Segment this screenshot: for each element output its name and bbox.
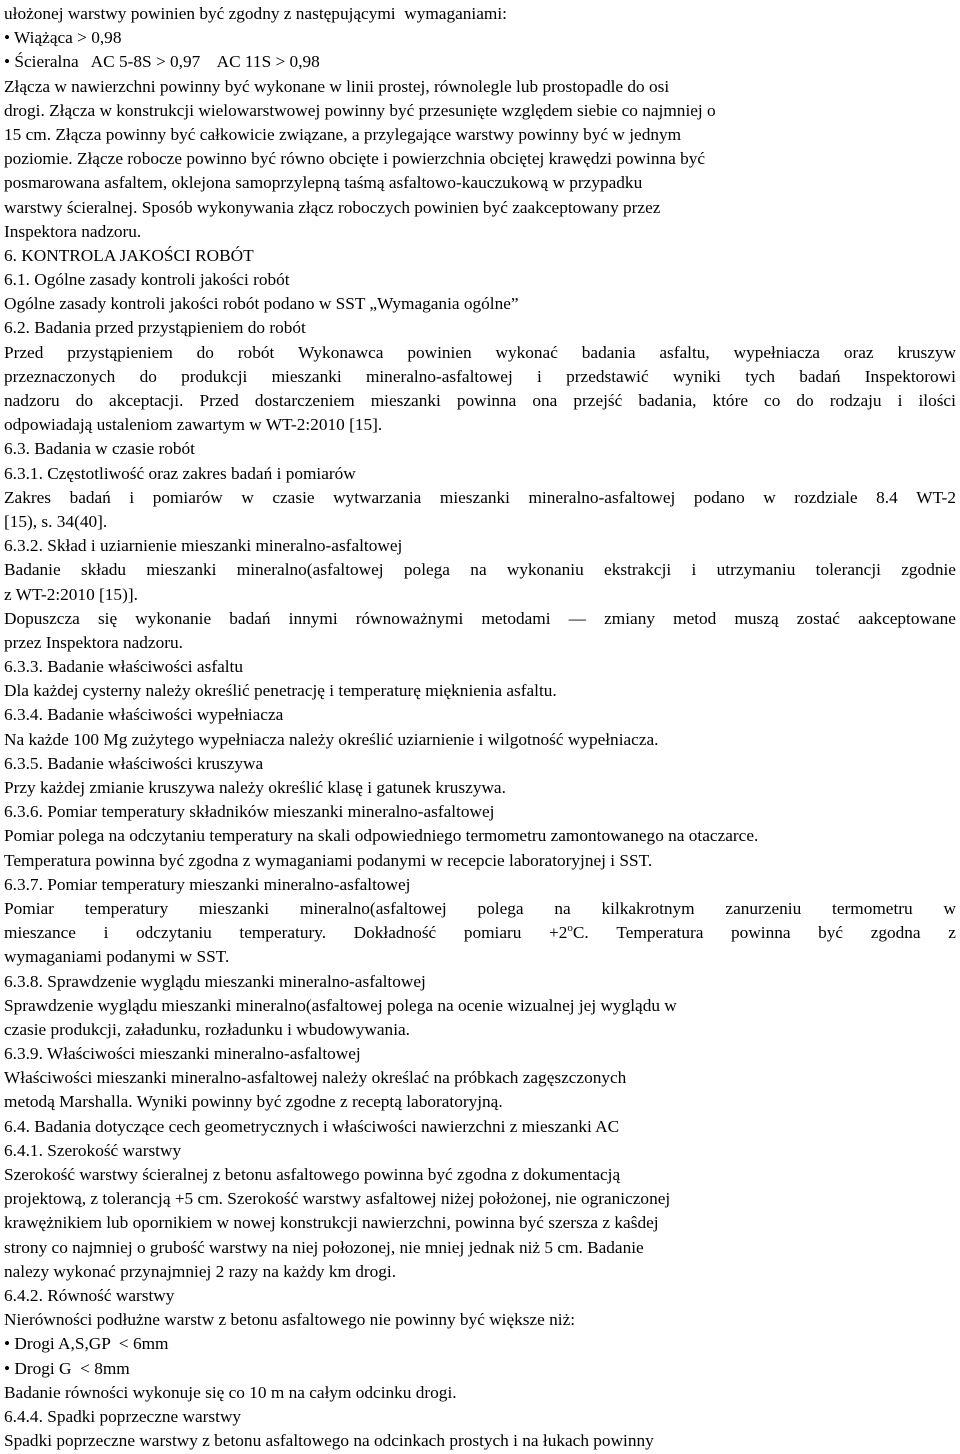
word: wytwarzania	[333, 487, 422, 507]
word: metod	[673, 608, 717, 628]
word: i	[691, 560, 697, 580]
text-line: 6.3.6. Pomiar temperatury składników mieszanki mineralno-asfaltowej	[4, 802, 495, 822]
text-line: 6.4.4. Spadki poprzeczne warstwy	[4, 1406, 242, 1426]
text-line: krawężnikiem lub opornikiem w nowej konstrukcji nawierzchni, powinna być szersza z kaŝdej	[4, 1213, 659, 1233]
word: co	[764, 391, 781, 410]
text-line: metodą Marshalla. Wyniki powinny być zgodne z receptą laboratoryjną.	[4, 1092, 503, 1112]
word: polega	[477, 898, 524, 918]
text-line: 6.3.3. Badanie właściwości asfaltu	[4, 657, 243, 677]
word: przedstawić	[566, 366, 649, 386]
text-line	[4, 607, 956, 631]
word: powinna	[456, 391, 517, 410]
word: w	[241, 487, 254, 507]
word: mineralno(asfaltowej	[299, 898, 447, 918]
word: do	[196, 342, 214, 362]
text-line: 6.3.9. Właściwości mieszanki mineralno-asfaltowej	[4, 1044, 361, 1064]
text-line: 6.3.5. Badanie właściwości kruszywa	[4, 753, 264, 773]
text-line: Sprawdzenie wyglądu mieszanki mineralno(asfaltowej polega na ocenie wizualnej jej wyglądu w	[4, 995, 677, 1015]
word: i	[129, 487, 135, 507]
word: termometru	[832, 898, 913, 918]
word: przystąpieniem	[67, 342, 173, 362]
word: na	[470, 560, 487, 580]
text-line	[4, 897, 956, 921]
word: badań	[69, 487, 111, 507]
word: Zakres	[4, 487, 52, 507]
text-line: • Drogi A,S,GP < 6mm	[4, 1334, 169, 1354]
word: zgodna	[870, 923, 921, 943]
word: akceptacji.	[109, 391, 184, 410]
word: odczytaniu	[135, 923, 212, 943]
text-line: • Wiążąca > 0,98	[4, 28, 122, 48]
word: kruszyw	[897, 342, 956, 362]
word: mieszance	[4, 923, 76, 943]
word: Badanie	[4, 560, 61, 580]
text-line: odpowiadają ustaleniom zawartym w WT-2:2010 [15].	[4, 415, 383, 435]
word: podano	[693, 487, 745, 507]
word: pomiarów	[152, 487, 223, 507]
word: być	[818, 923, 844, 943]
word: mieszanki	[439, 487, 510, 507]
word: Temperatura	[616, 923, 704, 943]
word: mineralno-asfaltowej	[365, 366, 513, 386]
text-line: Na każde 100 Mg zużytego wypełniacza należy określić uziarnienie i wilgotność wypełniacza.	[4, 729, 659, 749]
word: pomiaru	[463, 923, 522, 943]
word: mieszanki	[271, 366, 342, 386]
word: ona	[532, 391, 558, 410]
text-line: Badanie równości wykonuje się co 10 m na całym odcinku drogi.	[4, 1382, 457, 1402]
word: robót	[237, 342, 275, 362]
word: produkcji	[181, 366, 248, 386]
text-line: strony co najmniej o grubość warstwy na niej połozonej, nie mniej jednak niż 5 cm. Badanie	[4, 1237, 644, 1257]
text-line: projektową, z tolerancją +5 cm. Szerokość warstwy asfaltowej niżej położonej, nie ograniczonej	[4, 1189, 671, 1209]
word: się	[97, 608, 118, 628]
word: temperatury.	[239, 923, 327, 943]
word: tolerancji	[815, 560, 881, 580]
text-line: 6.3.2. Skład i uziarnienie mieszanki mineralno-asfaltowej	[4, 536, 403, 556]
text-line	[4, 558, 956, 582]
text-line	[4, 365, 956, 389]
text-line: 6.4.2. Równość warstwy	[4, 1285, 175, 1305]
text-line: Nierówności podłużne warstw z betonu asfaltowego nie powinny być większe niż:	[4, 1310, 576, 1330]
text-line: 6. KONTROLA JAKOŚCI ROBÓT	[4, 245, 254, 265]
word: Przed	[4, 342, 44, 362]
word: rozdziale	[794, 487, 858, 507]
text-line: wymaganiami podanymi w SST.	[4, 947, 230, 967]
word: badania	[581, 342, 636, 362]
text-line: Spadki poprzeczne warstwy z betonu asfaltowego na odcinkach prostych i na łukach powinny	[4, 1431, 654, 1451]
word: aakceptowane	[858, 608, 956, 628]
word: kilkakrotnym	[601, 898, 695, 918]
word: ilości	[918, 391, 956, 410]
word: przejść	[573, 391, 623, 410]
word: temperatury	[84, 898, 169, 918]
text-line: Temperatura powinna być zgodna z wymaganiami podanymi w recepcie laboratoryjnej i SST.	[4, 850, 653, 870]
text-line: Inspektora nadzoru.	[4, 221, 142, 241]
text-line: Pomiar polega na odczytaniu temperatury na skali odpowiedniego termometru zamontowanego na otaczarce.	[4, 826, 759, 846]
word: wykonanie	[135, 608, 212, 628]
word: mieszanki	[370, 391, 441, 410]
word: dostarczeniem	[254, 391, 355, 410]
word: $+2^oC$.	[549, 922, 589, 943]
word: Inspektorowi	[864, 366, 956, 386]
word: do	[139, 366, 157, 386]
text-line: 6.4.1. Szerokość warstwy	[4, 1140, 182, 1160]
text-line: posmarowana asfaltem, oklejona samoprzylepną taśmą asfaltowo-kauczukową w przypadku	[4, 173, 643, 193]
word: asfaltu,	[659, 342, 710, 362]
word: mineralno-asfaltowej	[528, 487, 676, 507]
word: powinna	[731, 923, 791, 943]
word: ekstrakcji	[604, 560, 672, 580]
word: Przed	[199, 391, 239, 410]
text-line: 6.4. Badania dotyczące cech geometrycznych i właściwości nawierzchni z mieszanki AC	[4, 1116, 620, 1136]
word: zmiany	[604, 608, 655, 628]
text-line: 6.3.4. Badanie właściwości wypełniacza	[4, 705, 284, 725]
word: wykonać	[495, 342, 558, 362]
text-line: przez Inspektora nadzoru.	[4, 632, 183, 652]
text-line: 6.2. Badania przed przystąpieniem do robót	[4, 318, 306, 338]
word: mieszanki	[146, 560, 217, 580]
word: badań	[799, 366, 841, 386]
text-line: drogi. Złącza w konstrukcji wielowarstwowej powinny być przesunięte względem siebie co najmniej o	[4, 100, 716, 120]
text-line	[4, 389, 956, 413]
word: w	[943, 898, 956, 918]
text-line: warstwy ścieralnej. Sposób wykonywania złącz roboczych powinien być zaakceptowany przez	[4, 197, 661, 217]
word: polega	[403, 560, 450, 580]
superscript: o	[567, 922, 573, 935]
text-line: Przy każdej zmianie kruszywa należy określić klasę i gatunek kruszywa.	[4, 778, 506, 797]
word: tych	[745, 366, 775, 386]
word: na	[554, 898, 571, 918]
word: które	[712, 391, 748, 410]
word: Wykonawca	[298, 342, 384, 362]
text-line: 15 cm. Złącza powinny być całkowicie związane, a przylegające warstwy powinny być w jednym	[4, 124, 682, 144]
word: badania,	[638, 391, 697, 410]
word: 8.4	[876, 487, 898, 507]
text-line: • Drogi G < 8mm	[4, 1358, 130, 1378]
word: powinien	[407, 342, 472, 362]
word: czasie	[272, 487, 315, 507]
word: utrzymaniu	[716, 560, 796, 580]
text-line: ułożonej warstwy powinien być zgodny z następującymi wymaganiami:	[4, 4, 507, 23]
word: rodzaju	[829, 391, 882, 410]
word: Pomiar	[4, 898, 54, 918]
word: zanurzeniu	[725, 898, 802, 918]
text-line	[4, 341, 956, 365]
text-line: 6.3. Badania w czasie robót	[4, 439, 195, 459]
word: składu	[80, 560, 127, 580]
word: badań	[229, 608, 271, 628]
word: i	[103, 923, 109, 943]
word: nadzoru	[4, 391, 60, 410]
word: —	[568, 608, 586, 628]
text-line: 6.3.1. Częstotliwość oraz zakres badań i pomiarów	[4, 463, 356, 483]
text-line: nalezy wykonać przynajmniej 2 razy na każdy km drogi.	[4, 1261, 397, 1281]
word: metodami	[481, 608, 551, 628]
word: mieszanki	[199, 898, 270, 918]
word: Dokładność	[353, 923, 437, 943]
word: wypełniacza	[733, 342, 820, 362]
word: równoważnymi	[355, 608, 464, 628]
word: WT-2	[916, 487, 956, 507]
word: do	[75, 391, 93, 410]
text-line: • Ścieralna AC 5-8S > 0,97 AC 11S > 0,98	[4, 52, 320, 72]
word: przeznaczonych	[4, 366, 116, 386]
word: innymi	[288, 608, 338, 628]
text-line: 6.3.7. Pomiar temperatury mieszanki mineralno-asfaltowej	[4, 874, 411, 894]
word: mineralno(asfaltowej	[236, 560, 384, 580]
word: zgodnie	[901, 560, 956, 580]
text-line: Dla każdej cysterny należy określić penetrację i temperaturę mięknienia asfaltu.	[4, 681, 557, 701]
word: z	[948, 923, 956, 943]
word: wykonaniu	[506, 560, 584, 580]
text-line: 6.3.8. Sprawdzenie wyglądu mieszanki mineralno-asfaltowej	[4, 971, 426, 991]
word: i	[897, 391, 903, 410]
word: i	[537, 366, 542, 386]
text-line	[4, 921, 956, 945]
word: oraz	[843, 342, 874, 362]
word: w	[763, 487, 776, 507]
text-line: [15), s. 34(40].	[4, 511, 108, 531]
word: muszą	[734, 608, 779, 628]
text-line: Złącza w nawierzchni powinny być wykonane w linii prostej, równolegle lub prostopadle do osi	[4, 76, 670, 96]
word: do	[796, 391, 814, 410]
text-line: Ogólne zasady kontroli jakości robót podano w SST „Wymagania ogólne”	[4, 294, 519, 314]
text-line: Szerokość warstwy ścieralnej z betonu asfaltowego powinna być zgodna z dokumentacją	[4, 1165, 621, 1184]
word: Dopuszcza	[4, 608, 80, 628]
text-line: 6.1. Ogólne zasady kontroli jakości robót	[4, 270, 290, 290]
text-line: Właściwości mieszanki mineralno-asfaltowej należy określać na próbkach zagęszczonych	[4, 1068, 627, 1088]
text-line: poziomie. Złącze robocze powinno być równo obcięte i powierzchnia obciętej krawędzi powinna być	[4, 149, 706, 169]
text-line: z WT-2:2010 [15)].	[4, 584, 138, 604]
text-line: czasie produkcji, załadunku, rozładunku i wbudowywania.	[4, 1019, 410, 1039]
word: wyniki	[672, 366, 721, 386]
text-line	[4, 486, 956, 510]
word: zostać	[796, 608, 840, 628]
